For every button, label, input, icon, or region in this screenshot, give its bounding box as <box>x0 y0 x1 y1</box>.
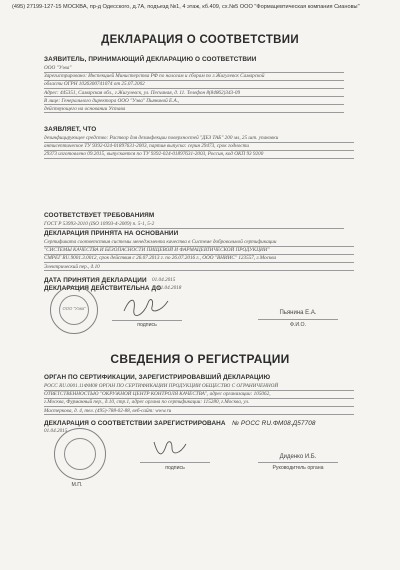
underline <box>44 150 354 151</box>
underline <box>44 142 354 143</box>
underline <box>44 406 354 407</box>
registered-label: ДЕКЛАРАЦИЯ О СООТВЕТСТВИИ ЗАРЕГИСТРИРОВАНА <box>44 420 226 427</box>
underline <box>44 72 344 73</box>
signature-caption: подпись <box>137 322 157 328</box>
applicant-line: действующего на основании Устава <box>44 106 126 113</box>
declares-line: антисептическое ТУ 9392-024-01897631-2003, партия выпуска: серия 29473, срок годности <box>44 143 249 150</box>
requirements-text <box>44 220 154 228</box>
underline <box>44 414 354 415</box>
mp-mark: М.П. <box>71 482 83 488</box>
head-caption: Руководитель органа <box>272 465 324 471</box>
requirements-line: ГОСТ Р 53993-2010 (ISO 10993-4-2009) п. 5-1, 5-2 <box>44 221 155 227</box>
signature-caption: подпись <box>165 465 185 471</box>
header-line: (495) 27199-127-15 МОСКВА, пр-д Одесского, д.7А, подъезд №1, 4 этаж, кб.409, сх.№5 ООО "Формацевтическая компания Сиановы" <box>12 4 360 10</box>
accept-date-value: 01.04.2015 <box>152 277 176 283</box>
organ-line: ОТВЕТСТВЕННОСТЬЮ "ОКРУЖНОЙ ЦЕНТР КОНТРОЛЯ КАЧЕСТВА", адрес организации: 105062, <box>44 391 271 398</box>
underline <box>44 270 354 271</box>
applicant-line: ООО "Уэва" <box>44 65 72 71</box>
organ-line: г.Москва, Фурманный пер., д.10, стр.1, адрес органа по сертификации: 115280, г.Москва, ул. <box>44 399 250 406</box>
signature-mark <box>120 293 172 319</box>
underline <box>44 80 344 81</box>
registered-number: № РОСС RU.ФМ08.Д57708 <box>232 420 316 427</box>
registration-title: СВЕДЕНИЯ О РЕГИСТРАЦИИ <box>110 352 290 366</box>
page-title: ДЕКЛАРАЦИЯ О СООТВЕТСТВИИ <box>101 34 299 46</box>
organ-stamp <box>54 428 106 480</box>
applicant-label: ЗАЯВИТЕЛЬ, ПРИНИМАЮЩИЙ ДЕКЛАРАЦИЮ О СООТВЕТСТВИИ <box>44 56 257 63</box>
underline <box>44 96 344 97</box>
valid-until-label: ДЕКЛАРАЦИЯ ДЕЙСТВИТЕЛЬНА ДО <box>44 285 162 292</box>
accept-date-label: ДАТА ПРИНЯТИЯ ДЕКЛАРАЦИИ <box>44 277 147 284</box>
applicant-line: области ОГРН 1026300741074 от 25.07.2002 <box>44 81 145 88</box>
applicant-line: Зарегистрировано: Инспекцией Министерства РФ по налогам и сборам по г.Жигулевск Самарской <box>44 73 265 80</box>
signature-line <box>112 320 182 321</box>
basis-label: ДЕКЛАРАЦИЯ ПРИНЯТА НА ОСНОВАНИИ <box>44 230 179 237</box>
basis-line: "СИСТЕМЫ КАЧЕСТВА И БЕЗОПАСНОСТИ ПИЩЕВОЙ И ФАРМАЦЕВТИЧЕСКОЙ ПРОДУКЦИИ" <box>44 247 270 254</box>
signature-line <box>140 462 210 463</box>
declares-line: 29373 изготовлено 09.2015, выпускается по ТУ 9392-024-01897631-2003, Россия, код ОКП 93 9200 <box>44 151 264 158</box>
applicant-line: В лице: Генерального директора ООО "Уэва" Пьяниной Е.А., <box>44 97 180 104</box>
underline <box>44 88 344 89</box>
name-line <box>258 319 338 320</box>
name-caption: Ф.И.О. <box>289 322 307 328</box>
basis-line: СМРЕГ RU.9001.3.0012, срок действия с 26.07.2013 г. по 26.07.2016 г., ООО "ВНИИС" 123557, г.Москва <box>44 255 277 262</box>
underline <box>44 104 344 105</box>
head-name: Диденко И.Б. <box>279 454 317 460</box>
underline <box>44 112 344 113</box>
valid-until-value: 01.04.2018 <box>158 285 182 291</box>
organ-label: ОРГАН ПО СЕРТИФИКАЦИИ, ЗАРЕГИСТРИРОВАВШИЙ ДЕКЛАРАЦИЮ <box>44 374 271 381</box>
underline <box>44 262 354 263</box>
underline <box>44 158 354 159</box>
organ-line: Мастеркова, д. 4, тел. (495)-788-02-88, веб-сайт: www.ru <box>44 407 172 414</box>
declares-label: ЗАЯВЛЯЕТ, ЧТО <box>44 126 97 133</box>
basis-line: Электрический пер., д.10 <box>44 263 100 270</box>
applicant-line: Адрес: 445351, Самарская обл., г.Жигулевск, ул. Песчаная, д. 11. Телефон 8(84862)343-09 <box>44 89 241 96</box>
organ-line: РОСС RU.0001.11ФМ08 ОРГАН ПО СЕРТИФИКАЦИИ ПРОДУКЦИИ ОБЩЕСТВО С ОГРАНИЧЕННОЙ <box>44 383 279 389</box>
signature-mark <box>150 436 190 462</box>
company-stamp: ООО "Уэва" <box>50 286 98 334</box>
registered-date: 01.04.2015 <box>44 428 68 434</box>
declares-text <box>44 134 278 159</box>
underline <box>44 228 344 229</box>
underline <box>44 246 354 247</box>
name-line <box>258 462 338 463</box>
underline <box>44 254 354 255</box>
requirements-label: СООТВЕТСТВУЕТ ТРЕБОВАНИЯМ <box>44 212 155 219</box>
underline <box>44 398 354 399</box>
declares-line: дезинфицирующее средство: Раствор для дезинфекции поверхностей "ДЕЗ ТАБ" 200 мл, 25 шт. упаковки <box>44 135 279 141</box>
signer-name: Пьянина Е.А. <box>279 310 317 316</box>
basis-line: Сертификата соответствия системы менеджмента качества в Системе добровольной сертификации <box>44 239 277 245</box>
underline <box>44 390 354 391</box>
